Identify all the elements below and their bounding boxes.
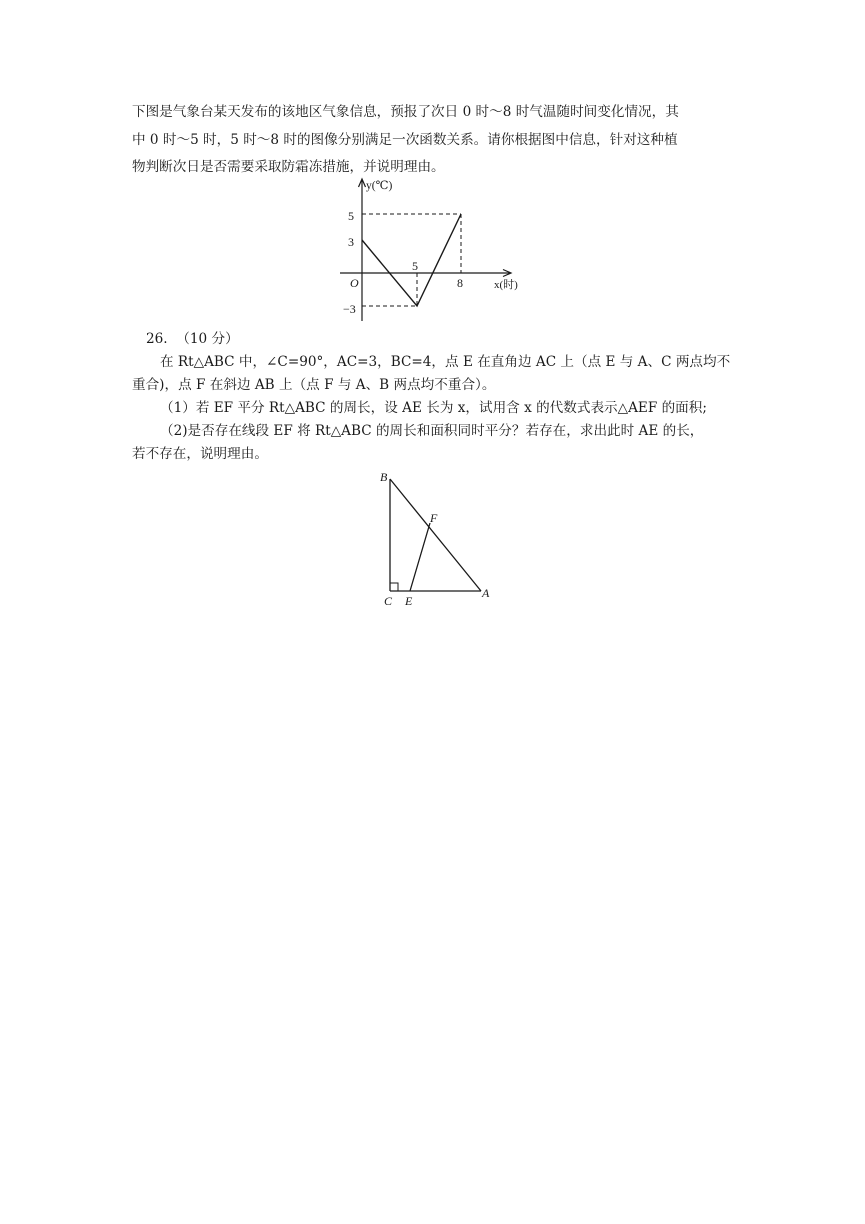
tick-label-y-5: 5	[348, 209, 354, 223]
intro-text-line-1: 下图是气象台某天发布的该地区气象信息，预报了次日 0 时～8 时气温随时间变化情况，其	[132, 104, 679, 120]
question-26-part-2-line-1: （2)是否存在线段 EF 将 Rt△ABC 的周长和面积同时平分？若存在，求出此时 AE 的长，	[160, 423, 704, 439]
intro-text-line-3: 物判断次日是否需要采取防霜冻措施，并说明理由。	[132, 159, 445, 175]
tick-label-y-neg3: −3	[343, 302, 356, 316]
question-26-part-1: （1）若 EF 平分 Rt△ABC 的周长，设 AE 长为 x，试用含 x 的代数式表示△AEF 的面积;	[160, 400, 707, 416]
vertex-label-b: B	[380, 470, 388, 484]
vertex-label-a: A	[482, 586, 490, 600]
tick-label-y-3: 3	[348, 235, 354, 249]
question-number: 26.	[146, 331, 168, 347]
point-label-f: F	[430, 511, 438, 525]
tick-label-x-5: 5	[412, 259, 418, 273]
vertex-label-c: C	[384, 594, 393, 608]
point-label-e: E	[405, 594, 413, 608]
right-angle-marker	[390, 583, 398, 591]
segment-ef	[410, 523, 430, 591]
question-26-part-2-line-2: 若不存在，说明理由。	[132, 446, 268, 462]
intro-text-line-2: 中 0 时～5 时，5 时～8 时的图像分别满足一次函数关系。请你根据图中信息，针对这种植	[132, 132, 678, 148]
side-ab	[390, 479, 481, 591]
origin-label: O	[350, 276, 359, 290]
tick-label-x-8: 8	[457, 276, 463, 290]
y-axis-label: y(℃)	[366, 180, 393, 192]
x-axis-label: x(时)	[494, 279, 518, 291]
question-26-line-2: 重合)，点 F 在斜边 AB 上（点 F 与 A、B 两点均不重合）。	[132, 377, 496, 393]
question-points: （10 分）	[176, 331, 239, 347]
question-26-line-1: 在 Rt△ABC 中，∠C=90°，AC=3，BC=4，点 E 在直角边 AC 上（点 E 与 A、C 两点均不	[160, 354, 731, 370]
